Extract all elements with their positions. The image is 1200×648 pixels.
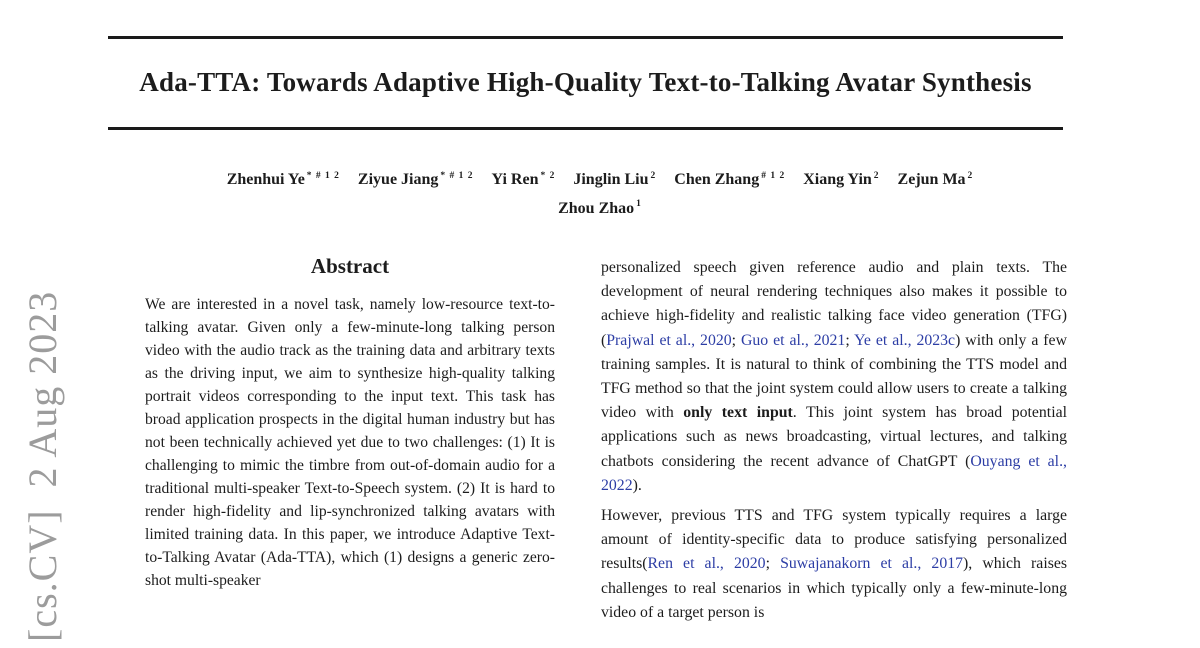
text-run: . This joint system has broad potential applications such as news broadcasting, virtual lectures, and talking chatbots considering the recent advance of ChatGPT ( [601,404,1067,470]
text-run: We are interested in a novel task, namely low-resource text-to-talking avatar. Given only a few-minute-long talking person video with the audio track as the training data and arbitrary texts as the driving input, we aim to synthesize high-quality talking portrait videos corresponding to the input text. This task has broad application prospects in the digital human industry but has not been technically achieved yet due to two challenges: (1) It is challenging to mimic the timbre from out-of-domain audio for a traditional multi-speaker Text-to-Speech system. (2) It is hard to render high-fidelity and lip-synchronized talking avatars with limited training data. In this paper, we introduce Adaptive Text-to-Talking Avatar (Ada-TTA), which (1) designs a generic zero-shot multi-speaker [145,296,555,589]
author-affiliation-sup: 2 [650,171,657,181]
author-name: Ziyue Jiang $^{* \# 1 2}$ [357,171,474,189]
title-rule [108,127,1063,130]
author-affiliation-sup: * # 1 2 [440,171,474,181]
author-affiliation-sup: 1 [636,199,642,210]
author-affiliation-sup: * # 1 2 [306,171,340,181]
text-run: ), which raises challenges to real scenarios in which typically only a few-minute-long video of a target person is [601,555,1068,621]
author-affiliation-sup: * 2 [540,171,556,181]
text-run: ) with only a few training samples. It is natural to think of combining the TTS model and TFG method so that the joint system could allow users to create a talking video with [601,331,1067,422]
author-affiliation-sup: # 1 2 [761,171,786,181]
text-run: ; [731,331,741,349]
citation-link[interactable]: Ye et al., 2023c [854,331,956,349]
citation-link[interactable]: Ouyang et al., 2022 [601,452,1067,494]
author-row-1 [60,164,1140,192]
text-run: ; [765,555,781,573]
top-rule [108,36,1063,39]
arxiv-watermark: [cs.CV] 2 Aug 2023 [20,290,65,642]
author-name: Chen Zhang $^{\# 1 2}$ [674,171,786,189]
text-run: ; [845,331,855,349]
abstract-paragraph [145,293,555,592]
text-run: personalized speech given reference audio and plain texts. The development of neural rendering techniques also makes it possible to achieve high-fidelity and realistic talking face video generation (TFG) ( [601,259,1067,349]
author-affiliation-sup: 2 [873,171,880,181]
citation-link[interactable]: Guo et al., 2021 [741,331,846,349]
author-block [60,164,1140,221]
text-run: However, previous TTS and TFG system typically requires a large amount of identity-specific data to produce satisfying personalized results( [601,507,1067,573]
author-name: Zejun Ma $^2$ [897,171,974,189]
paper-title: Ada-TTA: Towards Adaptive High-Quality Text-to-Talking Avatar Synthesis [139,67,1032,97]
author-affiliation-sup: 2 [967,171,974,181]
author-name: Jinglin Liu $^2$ [573,171,657,189]
left-column [145,254,555,589]
author-name: Yi Ren $^{* 2}$ [491,171,556,189]
body-paragraph-2 [601,504,1067,625]
bold-text: only text input [683,404,793,422]
author-name: Xiang Yin $^2$ [803,171,880,189]
citation-link[interactable]: Prajwal et al., 2020 [606,331,732,349]
right-column [601,256,1067,625]
author-row-2 [60,192,1140,220]
author-name: Zhou Zhao $^1$ [558,199,642,217]
citation-link[interactable]: Ren et al., 2020 [647,555,766,573]
citation-link[interactable]: Suwajanakorn et al., 2017 [780,555,964,573]
text-run: ). [632,476,642,494]
abstract-heading: Abstract [310,254,390,278]
author-name: Zhenhui Ye $^{* \# 1 2}$ [226,171,340,189]
body-paragraph-1 [601,256,1067,498]
